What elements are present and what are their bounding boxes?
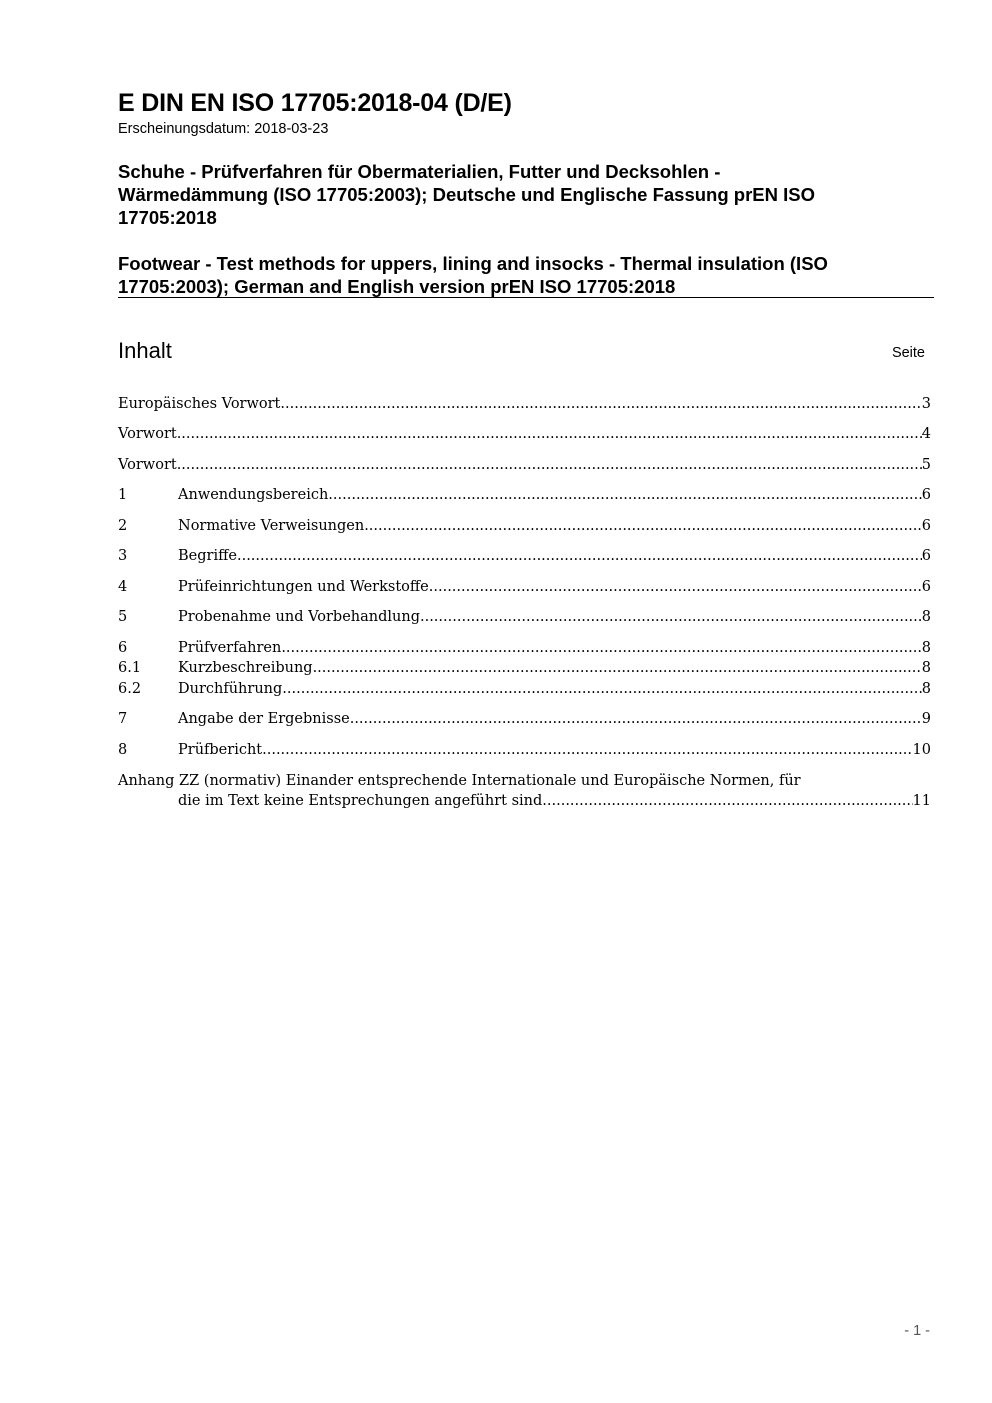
toc-entry-title: Probenahme und Vorbehandlung bbox=[178, 609, 420, 625]
toc-leader bbox=[542, 791, 912, 811]
toc-entry[interactable] bbox=[118, 709, 931, 729]
toc-entry-page: 8 bbox=[921, 660, 931, 676]
toc-entry-page: 8 bbox=[921, 681, 931, 697]
toc-entry-page: 6 bbox=[921, 487, 931, 503]
toc-annex-title-continued: die im Text keine Entsprechungen angeführt sind bbox=[178, 793, 543, 809]
toc-entry-number: 1 bbox=[118, 487, 128, 503]
toc-leader bbox=[429, 577, 922, 597]
toc-entry-title: Prüfbericht bbox=[178, 742, 263, 758]
toc-entry-title: Angabe der Ergebnisse bbox=[178, 711, 350, 727]
toc-entry-page: 9 bbox=[921, 711, 931, 727]
toc-entry-page: 11 bbox=[912, 793, 931, 809]
toc-entry-title: Vorwort bbox=[118, 426, 177, 442]
toc-entry[interactable] bbox=[118, 658, 931, 678]
toc-entry-title: Anwendungsbereich bbox=[178, 487, 329, 503]
publication-date: Erscheinungsdatum: 2018-03-23 bbox=[118, 121, 329, 137]
toc-page-column-label: Seite bbox=[891, 345, 925, 361]
document-id: E DIN EN ISO 17705:2018-04 (D/E) bbox=[118, 89, 512, 117]
toc-entry-page: 10 bbox=[912, 742, 931, 758]
toc-entry-page: 3 bbox=[921, 396, 931, 412]
toc-entry-title: Normative Verweisungen bbox=[178, 518, 365, 534]
toc-entry-number: 8 bbox=[118, 742, 128, 758]
toc-entry-title: Prüfverfahren bbox=[178, 640, 282, 656]
toc-entry-title: Europäisches Vorwort bbox=[118, 396, 281, 412]
german-title-line: Wärmedämmung (ISO 17705:2003); Deutsche und Englische Fassung prEN ISO bbox=[118, 184, 816, 205]
header-divider bbox=[118, 297, 934, 298]
toc-entry-number: 5 bbox=[118, 609, 128, 625]
toc-leader bbox=[280, 394, 921, 414]
toc-leader bbox=[177, 455, 922, 475]
toc-entry-title: Kurzbeschreibung bbox=[178, 660, 313, 676]
toc-entry[interactable] bbox=[118, 394, 931, 414]
page-number: - 1 - bbox=[904, 1323, 930, 1339]
toc-entry[interactable] bbox=[118, 485, 931, 505]
toc-leader bbox=[313, 658, 922, 678]
toc-entry-number: 3 bbox=[118, 548, 128, 564]
toc-entry-page: 4 bbox=[921, 426, 931, 442]
toc-entry-page: 5 bbox=[921, 457, 931, 473]
german-title-line: 17705:2018 bbox=[118, 207, 217, 228]
toc-annex-entry[interactable] bbox=[118, 791, 931, 811]
toc-leader bbox=[282, 679, 921, 699]
toc-leader bbox=[350, 709, 922, 729]
toc-leader bbox=[328, 485, 921, 505]
toc-entry[interactable] bbox=[118, 516, 931, 536]
toc-entry-number: 6.2 bbox=[118, 681, 142, 697]
german-title-line: Schuhe - Prüfverfahren für Obermaterialien, Futter und Decksohlen - bbox=[118, 161, 721, 182]
toc-entry-number: 4 bbox=[118, 579, 128, 595]
toc-entry-number: 7 bbox=[118, 711, 128, 727]
toc-entry-number: 6 bbox=[118, 640, 128, 656]
toc-leader bbox=[262, 740, 912, 760]
english-title bbox=[118, 252, 934, 298]
toc-leader bbox=[420, 607, 922, 627]
toc-annex-title[interactable]: Anhang ZZ (normativ) Einander entsprechende Internationale und Europäische Normen, für bbox=[118, 773, 801, 789]
toc-entry-page: 8 bbox=[921, 640, 931, 656]
toc-entry-page: 6 bbox=[921, 579, 931, 595]
toc-entry[interactable] bbox=[118, 607, 931, 627]
toc-entry[interactable] bbox=[118, 455, 931, 475]
toc-entry-title: Prüfeinrichtungen und Werkstoffe bbox=[178, 579, 429, 595]
toc-leader bbox=[237, 546, 922, 566]
toc-entry[interactable] bbox=[118, 546, 931, 566]
english-title-line: Footwear - Test methods for uppers, lining and insocks - Thermal insulation (ISO bbox=[118, 253, 828, 274]
toc-entry[interactable] bbox=[118, 424, 931, 444]
toc-leader bbox=[281, 638, 921, 658]
toc-leader bbox=[177, 424, 922, 444]
english-title-line: 17705:2003); German and English version prEN ISO 17705:2018 bbox=[118, 276, 676, 297]
toc-heading: Inhalt bbox=[118, 338, 172, 363]
toc-entry-page: 6 bbox=[921, 518, 931, 534]
toc-entry-page: 6 bbox=[921, 548, 931, 564]
german-title bbox=[118, 160, 934, 229]
toc-entry-title: Vorwort bbox=[118, 457, 177, 473]
toc-leader bbox=[364, 516, 922, 536]
toc-entry[interactable] bbox=[118, 679, 931, 699]
toc-entry[interactable] bbox=[118, 740, 931, 760]
toc-entry-number: 6.1 bbox=[118, 660, 142, 676]
toc-entry[interactable] bbox=[118, 577, 931, 597]
toc-entry[interactable] bbox=[118, 638, 931, 658]
toc-entry-number: 2 bbox=[118, 518, 128, 534]
toc-entry-page: 8 bbox=[921, 609, 931, 625]
toc-entry-title: Begriffe bbox=[178, 548, 237, 564]
toc-entry-title: Durchführung bbox=[178, 681, 283, 697]
